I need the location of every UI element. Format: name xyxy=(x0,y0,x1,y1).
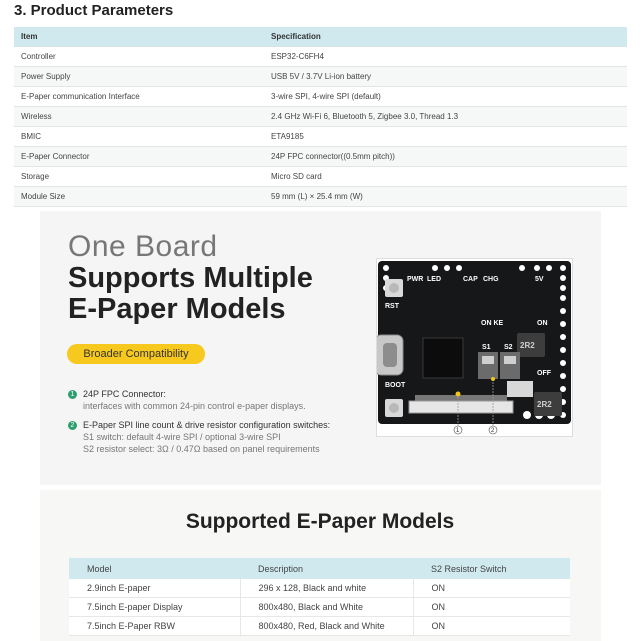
chg-label: CHG xyxy=(483,276,499,283)
feature-heading: 24P FPC Connector: xyxy=(83,389,166,399)
param-value: 24P FPC connector((0.5mm pitch)) xyxy=(264,147,627,167)
marker-2-label: 2 xyxy=(491,428,495,434)
inductor-1-label: 2R2 xyxy=(520,341,535,350)
table-row xyxy=(14,167,627,187)
one-board-card xyxy=(40,211,601,485)
table-row xyxy=(69,579,570,598)
table-row xyxy=(14,67,627,87)
boot-label: BOOT xyxy=(385,382,406,389)
model-s2-setting: ON xyxy=(413,617,570,636)
table-header-row xyxy=(69,558,570,579)
model-name: 7.5inch E-Paper RBW xyxy=(69,617,240,636)
feature-description: interfaces with common 24-pin control e-paper displays. xyxy=(83,401,306,412)
feature-description: S1 switch: default 4-wire SPI / optional 3-wire SPI xyxy=(83,432,281,443)
section-title: 3. Product Parameters xyxy=(14,2,174,19)
model-description: 296 x 128, Black and white xyxy=(240,579,413,598)
table-header-row xyxy=(14,27,627,47)
pcb-board-illustration xyxy=(377,259,572,436)
param-value: ESP32-C6FH4 xyxy=(264,47,627,67)
cap-label: CAP xyxy=(463,276,478,283)
column-header-s2-switch: S2 Resistor Switch xyxy=(413,558,570,579)
column-header-model: Model xyxy=(69,558,240,579)
table-row xyxy=(14,127,627,147)
one-board-heading: One Board xyxy=(68,230,218,263)
rst-label: RST xyxy=(385,303,399,310)
table-row xyxy=(14,107,627,127)
param-value: 3-wire SPI, 4-wire SPI (default) xyxy=(264,87,627,107)
supported-models-table xyxy=(69,558,570,636)
model-s2-setting: ON xyxy=(413,579,570,598)
param-name: Module Size xyxy=(14,187,264,207)
headline-line-2: E-Paper Models xyxy=(68,293,286,325)
param-value: 59 mm (L) × 25.4 mm (W) xyxy=(264,187,627,207)
param-value: USB 5V / 3.7V Li-ion battery xyxy=(264,67,627,87)
on-label: ON xyxy=(537,320,548,327)
param-value: Micro SD card xyxy=(264,167,627,187)
table-row xyxy=(69,617,570,636)
param-value: ETA9185 xyxy=(264,127,627,147)
feature-number-badge: 1 xyxy=(68,390,77,399)
s1-label: S1 xyxy=(482,344,491,351)
model-name: 7.5inch E-paper Display xyxy=(69,598,240,617)
column-header-description: Description xyxy=(240,558,413,579)
table-row xyxy=(14,187,627,207)
table-row xyxy=(14,87,627,107)
inductor-2-label: 2R2 xyxy=(537,400,552,409)
model-s2-setting: ON xyxy=(413,598,570,617)
on-ke-label: ON KE xyxy=(481,320,504,327)
param-name: Storage xyxy=(14,167,264,187)
marker-1-label: 1 xyxy=(456,428,460,434)
s2-label: S2 xyxy=(504,344,513,351)
led-label: LED xyxy=(427,276,441,283)
feature-heading: E-Paper SPI line count & drive resistor configuration switches: xyxy=(83,420,331,430)
param-name: BMIC xyxy=(14,127,264,147)
model-name: 2.9inch E-paper xyxy=(69,579,240,598)
feature-description: S2 resistor select: 3Ω / 0.47Ω based on panel requirements xyxy=(83,444,320,455)
param-name: Controller xyxy=(14,47,264,67)
model-description: 800x480, Black and White xyxy=(240,598,413,617)
column-header-specification: Specification xyxy=(264,27,627,47)
5v-label: 5V xyxy=(535,276,544,283)
board-image xyxy=(376,258,573,437)
model-description: 800x480, Red, Black and White xyxy=(240,617,413,636)
table-row xyxy=(14,47,627,67)
battery-connector xyxy=(507,381,533,397)
product-parameters-table xyxy=(14,27,627,207)
feature-item-2 xyxy=(68,420,330,454)
feature-item-1 xyxy=(68,389,306,411)
param-name: Power Supply xyxy=(14,67,264,87)
compatibility-pill: Broader Compatibility xyxy=(67,344,205,364)
supports-headline xyxy=(68,263,313,325)
table-row xyxy=(69,598,570,617)
headline-line-1: Supports Multiple xyxy=(68,262,313,294)
param-name: Wireless xyxy=(14,107,264,127)
supported-models-title: Supported E-Paper Models xyxy=(185,510,455,533)
param-name: E-Paper communication Interface xyxy=(14,87,264,107)
param-name: E-Paper Connector xyxy=(14,147,264,167)
feature-number-badge: 2 xyxy=(68,421,77,430)
pwr-label: PWR xyxy=(407,276,424,283)
column-header-item: Item xyxy=(14,27,264,47)
esp32-chip xyxy=(423,338,463,378)
table-row xyxy=(14,147,627,167)
off-label: OFF xyxy=(537,370,551,377)
param-value: 2.4 GHz Wi-Fi 6, Bluetooth 5, Zigbee 3.0, Thread 1.3 xyxy=(264,107,627,127)
